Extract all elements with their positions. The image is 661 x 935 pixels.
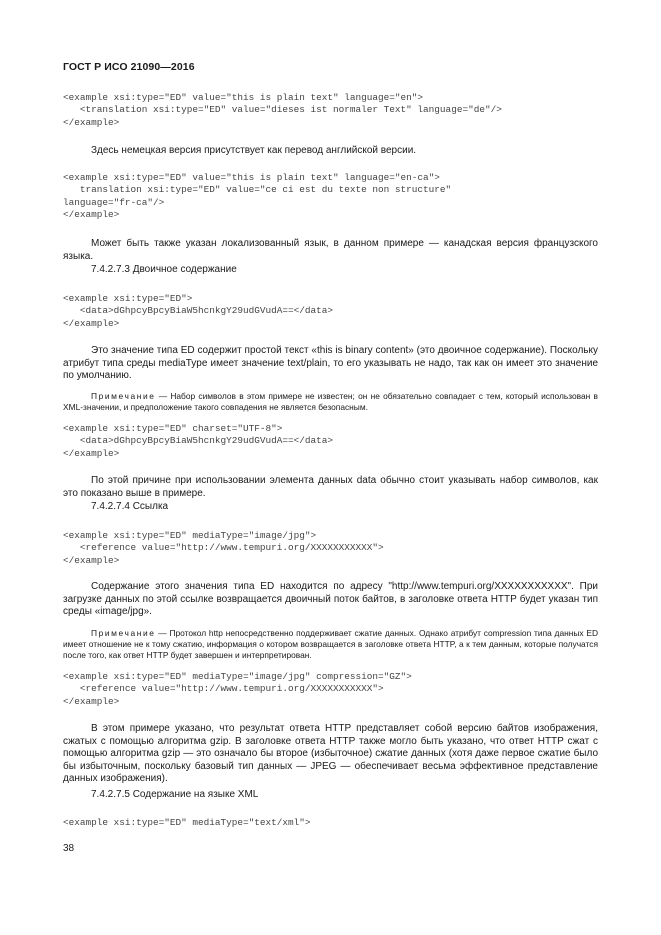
document-header: ГОСТ Р ИСО 21090—2016: [63, 61, 195, 73]
note-2: [63, 628, 598, 661]
code-example-7: <example xsi:type="ED" mediaType="text/xml">: [63, 817, 311, 828]
note-1: [63, 391, 598, 413]
note-text: — Протокол http непосредственно поддерживает сжатие данных. Однако атрибут compression типа данных ED имеет отношение не к тому сжатию, информация о котором возвращается в заголовке ответа HTTP, а к тем данным, которые получатся после того, как ответ HTTP будет завершен и интерпретирован.: [63, 628, 598, 660]
section-heading-7-4-2-7-3: 7.4.2.7.3 Двоичное содержание: [91, 264, 237, 275]
code-example-1: <example xsi:type="ED" value="this is plain text" language="en"> <translation xsi:type="ED" value="dieses ist normaler Text" language="de"/> </example>: [63, 92, 502, 128]
paragraph-6: В этом примере указано, что результат ответа HTTP представляет собой версию байтов изображения, сжатых с помощью алгоритма gzip. В заголовке ответа HTTP также могло быть указано, что ответ HTTP сжат с помощью алгоритма gzip — это означало бы второе (избыточное) сжатие данных (хотя даже первое сжатие было бы избыточным, поскольку базовый тип данных — JPEG — обеспечивает весьма эффективное представление данных изображения).: [63, 723, 598, 785]
page-number: 38: [63, 843, 75, 854]
paragraph-3: Это значение типа ED содержит простой текст «this is binary content» (это двоичное содержание). Поскольку атрибут типа среды mediaType имеет значение text/plain, то его указывать не надо, так как он имеет это значение по умолчанию.: [63, 345, 598, 382]
code-example-2: <example xsi:type="ED" value="this is plain text" language="en-ca"> translation xsi:type="ED" value="ce ci est du texte non structure" language="fr-ca"/> </example>: [63, 172, 452, 220]
section-heading-7-4-2-7-4: 7.4.2.7.4 Ссылка: [91, 501, 169, 512]
paragraph-2: Может быть также указан локализованный язык, в данном примере — канадская версия французского языка.: [63, 238, 598, 262]
code-example-3: <example xsi:type="ED"> <data>dGhpcyBpcyBiaW5hcnkgY29udGVudA==</data> </example>: [63, 293, 334, 329]
paragraph-4: По этой причине при использовании элемента данных data обычно стоит указывать набор символов, как это показано выше в примере.: [63, 475, 598, 499]
note-text: — Набор символов в этом примере не известен; он не обязательно совпадает с тем, который использован в XML-значении, и предположение такого совпадения не является безопасным.: [63, 391, 598, 412]
paragraph-1: Здесь немецкая версия присутствует как перевод английской версии.: [91, 145, 417, 156]
code-example-5: <example xsi:type="ED" mediaType="image/jpg"> <reference value="http://www.tempuri.org/XXXXXXXXXXX"> </example>: [63, 530, 384, 566]
note-label: Примечание: [91, 391, 156, 401]
code-example-6: <example xsi:type="ED" mediaType="image/jpg" compression="GZ"> <reference value="http://www.tempuri.org/XXXXXXXXXXX"> </example>: [63, 671, 412, 707]
section-heading-7-4-2-7-5: 7.4.2.7.5 Содержание на языке XML: [91, 789, 259, 800]
code-example-4: <example xsi:type="ED" charset="UTF-8"> <data>dGhpcyBpcyBiaW5hcnkgY29udGVudA==</data> </example>: [63, 423, 334, 459]
paragraph-5: Содержание этого значения типа ED находится по адресу "http://www.tempuri.org/XXXXXXXXXXX". При загрузке данных по этой ссылке возвращается двоичный поток байтов, в заголовке ответа HTTP будет указан тип среды «image/jpg».: [63, 581, 598, 618]
note-label: Примечание: [91, 628, 156, 638]
